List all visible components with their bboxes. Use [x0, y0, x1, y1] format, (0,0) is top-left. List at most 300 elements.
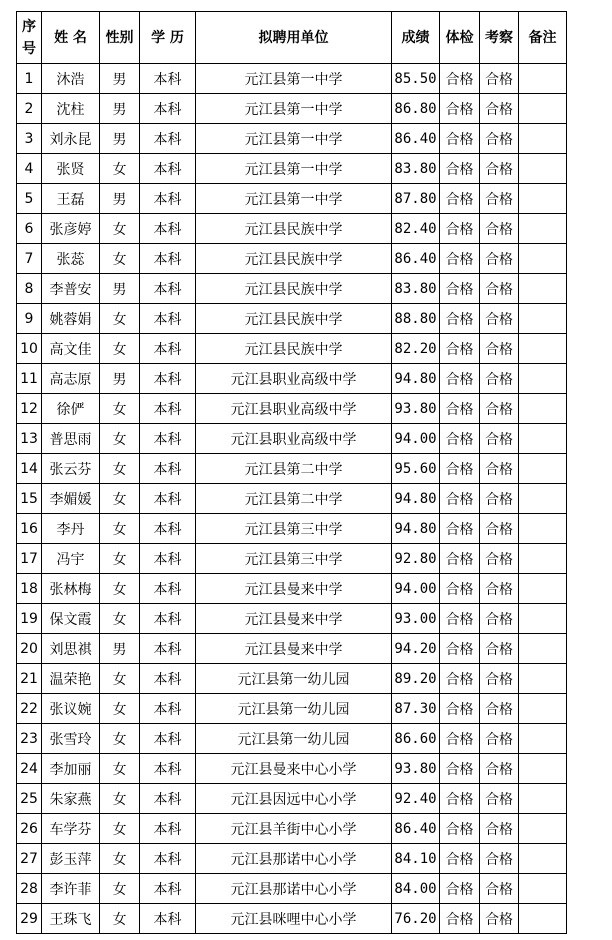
table-row: [17, 904, 567, 934]
cell-unit: 元江县第三中学: [196, 544, 392, 574]
table-row: [17, 244, 567, 274]
cell-inspection: 合格: [480, 874, 519, 904]
cell-gender: 男: [100, 184, 140, 214]
cell-education: 本科: [140, 184, 196, 214]
cell-index: 6: [17, 214, 42, 244]
cell-unit: 元江县民族中学: [196, 304, 392, 334]
cell-remark: [519, 214, 567, 244]
cell-name: 张彦婷: [42, 214, 100, 244]
header-index: 序号: [17, 12, 42, 64]
cell-score: 83.80: [392, 154, 440, 184]
cell-education: 本科: [140, 364, 196, 394]
cell-education: 本科: [140, 334, 196, 364]
cell-index: 13: [17, 424, 42, 454]
cell-remark: [519, 724, 567, 754]
cell-inspection: 合格: [480, 844, 519, 874]
cell-unit: 元江县民族中学: [196, 274, 392, 304]
cell-gender: 女: [100, 754, 140, 784]
cell-physical-exam: 合格: [440, 574, 480, 604]
table-row: [17, 694, 567, 724]
cell-score: 95.60: [392, 454, 440, 484]
cell-remark: [519, 304, 567, 334]
cell-name: 张雪玲: [42, 724, 100, 754]
cell-inspection: 合格: [480, 694, 519, 724]
cell-index: 24: [17, 754, 42, 784]
cell-score: 86.40: [392, 814, 440, 844]
cell-physical-exam: 合格: [440, 364, 480, 394]
cell-unit: 元江县第一中学: [196, 64, 392, 94]
header-name: 姓 名: [42, 12, 100, 64]
cell-score: 88.80: [392, 304, 440, 334]
cell-education: 本科: [140, 124, 196, 154]
cell-name: 李媚媛: [42, 484, 100, 514]
cell-education: 本科: [140, 544, 196, 574]
cell-score: 93.00: [392, 604, 440, 634]
cell-score: 93.80: [392, 394, 440, 424]
cell-index: 28: [17, 874, 42, 904]
cell-remark: [519, 94, 567, 124]
cell-unit: 元江县第一中学: [196, 154, 392, 184]
cell-score: 82.40: [392, 214, 440, 244]
cell-index: 25: [17, 784, 42, 814]
cell-inspection: 合格: [480, 634, 519, 664]
cell-score: 93.80: [392, 754, 440, 784]
cell-unit: 元江县职业高级中学: [196, 424, 392, 454]
cell-score: 94.80: [392, 364, 440, 394]
cell-index: 3: [17, 124, 42, 154]
cell-inspection: 合格: [480, 364, 519, 394]
table-row: [17, 484, 567, 514]
cell-score: 94.80: [392, 514, 440, 544]
cell-inspection: 合格: [480, 334, 519, 364]
cell-index: 1: [17, 64, 42, 94]
cell-inspection: 合格: [480, 424, 519, 454]
cell-physical-exam: 合格: [440, 94, 480, 124]
cell-physical-exam: 合格: [440, 394, 480, 424]
cell-inspection: 合格: [480, 394, 519, 424]
cell-physical-exam: 合格: [440, 544, 480, 574]
table-row: [17, 814, 567, 844]
table-row: [17, 454, 567, 484]
cell-unit: 元江县民族中学: [196, 334, 392, 364]
cell-education: 本科: [140, 454, 196, 484]
cell-gender: 男: [100, 64, 140, 94]
cell-remark: [519, 394, 567, 424]
cell-remark: [519, 514, 567, 544]
cell-education: 本科: [140, 394, 196, 424]
cell-unit: 元江县曼来中心小学: [196, 754, 392, 784]
cell-name: 朱家燕: [42, 784, 100, 814]
cell-education: 本科: [140, 64, 196, 94]
cell-index: 16: [17, 514, 42, 544]
cell-remark: [519, 334, 567, 364]
cell-physical-exam: 合格: [440, 244, 480, 274]
table-row: [17, 94, 567, 124]
table-row: [17, 604, 567, 634]
cell-name: 普思雨: [42, 424, 100, 454]
cell-score: 92.80: [392, 544, 440, 574]
cell-education: 本科: [140, 214, 196, 244]
cell-physical-exam: 合格: [440, 334, 480, 364]
cell-physical-exam: 合格: [440, 484, 480, 514]
cell-name: 李加丽: [42, 754, 100, 784]
cell-score: 76.20: [392, 904, 440, 934]
cell-education: 本科: [140, 874, 196, 904]
header-gender: 性别: [100, 12, 140, 64]
cell-inspection: 合格: [480, 814, 519, 844]
cell-education: 本科: [140, 604, 196, 634]
cell-index: 5: [17, 184, 42, 214]
cell-index: 20: [17, 634, 42, 664]
cell-remark: [519, 634, 567, 664]
cell-inspection: 合格: [480, 274, 519, 304]
table-row: [17, 574, 567, 604]
cell-gender: 女: [100, 814, 140, 844]
cell-unit: 元江县曼来中学: [196, 604, 392, 634]
cell-name: 张蕊: [42, 244, 100, 274]
cell-remark: [519, 424, 567, 454]
cell-physical-exam: 合格: [440, 304, 480, 334]
cell-unit: 元江县第一幼儿园: [196, 664, 392, 694]
cell-name: 张贤: [42, 154, 100, 184]
cell-index: 23: [17, 724, 42, 754]
cell-physical-exam: 合格: [440, 814, 480, 844]
cell-name: 刘永昆: [42, 124, 100, 154]
cell-physical-exam: 合格: [440, 694, 480, 724]
table-row: [17, 274, 567, 304]
cell-index: 15: [17, 484, 42, 514]
cell-name: 姚蓉娟: [42, 304, 100, 334]
cell-gender: 女: [100, 574, 140, 604]
cell-index: 27: [17, 844, 42, 874]
cell-inspection: 合格: [480, 724, 519, 754]
cell-remark: [519, 574, 567, 604]
cell-education: 本科: [140, 634, 196, 664]
cell-index: 22: [17, 694, 42, 724]
cell-remark: [519, 454, 567, 484]
cell-gender: 男: [100, 94, 140, 124]
cell-education: 本科: [140, 784, 196, 814]
cell-physical-exam: 合格: [440, 724, 480, 754]
cell-name: 李许菲: [42, 874, 100, 904]
cell-index: 21: [17, 664, 42, 694]
cell-index: 18: [17, 574, 42, 604]
cell-index: 2: [17, 94, 42, 124]
cell-gender: 女: [100, 664, 140, 694]
cell-unit: 元江县民族中学: [196, 244, 392, 274]
header-unit: 拟聘用单位: [196, 12, 392, 64]
cell-gender: 女: [100, 514, 140, 544]
cell-unit: 元江县第一幼儿园: [196, 694, 392, 724]
header-physical-exam: 体检: [440, 12, 480, 64]
cell-index: 29: [17, 904, 42, 934]
cell-gender: 女: [100, 394, 140, 424]
table-row: [17, 214, 567, 244]
cell-education: 本科: [140, 484, 196, 514]
cell-remark: [519, 64, 567, 94]
cell-education: 本科: [140, 814, 196, 844]
cell-remark: [519, 244, 567, 274]
cell-unit: 元江县第三中学: [196, 514, 392, 544]
cell-gender: 女: [100, 154, 140, 184]
table-row: [17, 64, 567, 94]
cell-physical-exam: 合格: [440, 604, 480, 634]
cell-physical-exam: 合格: [440, 214, 480, 244]
cell-score: 87.80: [392, 184, 440, 214]
cell-name: 沐浩: [42, 64, 100, 94]
cell-name: 李普安: [42, 274, 100, 304]
cell-unit: 元江县第一中学: [196, 184, 392, 214]
cell-education: 本科: [140, 514, 196, 544]
cell-education: 本科: [140, 574, 196, 604]
cell-name: 张议婉: [42, 694, 100, 724]
cell-name: 刘思祺: [42, 634, 100, 664]
cell-index: 17: [17, 544, 42, 574]
cell-gender: 女: [100, 784, 140, 814]
cell-inspection: 合格: [480, 574, 519, 604]
table-row: [17, 724, 567, 754]
cell-score: 86.80: [392, 94, 440, 124]
cell-physical-exam: 合格: [440, 784, 480, 814]
cell-gender: 女: [100, 874, 140, 904]
table-row: [17, 154, 567, 184]
cell-inspection: 合格: [480, 544, 519, 574]
cell-inspection: 合格: [480, 784, 519, 814]
cell-index: 19: [17, 604, 42, 634]
table-row: [17, 874, 567, 904]
cell-name: 保文霞: [42, 604, 100, 634]
cell-inspection: 合格: [480, 184, 519, 214]
cell-physical-exam: 合格: [440, 514, 480, 544]
table-row: [17, 664, 567, 694]
cell-physical-exam: 合格: [440, 424, 480, 454]
cell-gender: 女: [100, 484, 140, 514]
table-row: [17, 634, 567, 664]
cell-education: 本科: [140, 844, 196, 874]
cell-inspection: 合格: [480, 154, 519, 184]
cell-score: 92.40: [392, 784, 440, 814]
cell-education: 本科: [140, 304, 196, 334]
cell-gender: 女: [100, 304, 140, 334]
cell-remark: [519, 904, 567, 934]
cell-inspection: 合格: [480, 604, 519, 634]
cell-gender: 女: [100, 694, 140, 724]
table-row: [17, 514, 567, 544]
cell-remark: [519, 364, 567, 394]
cell-unit: 元江县职业高级中学: [196, 394, 392, 424]
cell-index: 12: [17, 394, 42, 424]
cell-name: 徐俨: [42, 394, 100, 424]
cell-education: 本科: [140, 724, 196, 754]
cell-physical-exam: 合格: [440, 754, 480, 784]
cell-education: 本科: [140, 244, 196, 274]
cell-remark: [519, 484, 567, 514]
cell-name: 李丹: [42, 514, 100, 544]
cell-physical-exam: 合格: [440, 874, 480, 904]
cell-gender: 女: [100, 424, 140, 454]
table-row: [17, 334, 567, 364]
cell-remark: [519, 874, 567, 904]
cell-remark: [519, 544, 567, 574]
table-row: [17, 784, 567, 814]
cell-inspection: 合格: [480, 454, 519, 484]
cell-remark: [519, 784, 567, 814]
cell-remark: [519, 154, 567, 184]
cell-gender: 女: [100, 724, 140, 754]
cell-gender: 男: [100, 634, 140, 664]
cell-score: 94.00: [392, 574, 440, 604]
cell-remark: [519, 754, 567, 784]
cell-education: 本科: [140, 664, 196, 694]
cell-inspection: 合格: [480, 64, 519, 94]
cell-name: 张林梅: [42, 574, 100, 604]
header-inspection: 考察: [480, 12, 519, 64]
cell-unit: 元江县第一幼儿园: [196, 724, 392, 754]
cell-unit: 元江县第一中学: [196, 124, 392, 154]
cell-education: 本科: [140, 754, 196, 784]
cell-inspection: 合格: [480, 124, 519, 154]
cell-score: 85.50: [392, 64, 440, 94]
cell-physical-exam: 合格: [440, 454, 480, 484]
table-row: [17, 304, 567, 334]
cell-remark: [519, 274, 567, 304]
cell-gender: 女: [100, 844, 140, 874]
cell-inspection: 合格: [480, 94, 519, 124]
cell-inspection: 合格: [480, 484, 519, 514]
header-education: 学 历: [140, 12, 196, 64]
cell-gender: 男: [100, 124, 140, 154]
cell-score: 94.80: [392, 484, 440, 514]
cell-gender: 女: [100, 334, 140, 364]
cell-physical-exam: 合格: [440, 64, 480, 94]
cell-score: 86.40: [392, 244, 440, 274]
cell-education: 本科: [140, 274, 196, 304]
cell-gender: 女: [100, 604, 140, 634]
cell-unit: 元江县咪哩中心小学: [196, 904, 392, 934]
cell-physical-exam: 合格: [440, 844, 480, 874]
table-row: [17, 544, 567, 574]
cell-index: 7: [17, 244, 42, 274]
cell-inspection: 合格: [480, 214, 519, 244]
cell-remark: [519, 694, 567, 724]
cell-inspection: 合格: [480, 244, 519, 274]
cell-gender: 女: [100, 244, 140, 274]
cell-inspection: 合格: [480, 754, 519, 784]
cell-inspection: 合格: [480, 664, 519, 694]
table-row: [17, 424, 567, 454]
cell-gender: 男: [100, 364, 140, 394]
table-row: [17, 394, 567, 424]
cell-name: 高文佳: [42, 334, 100, 364]
cell-remark: [519, 664, 567, 694]
cell-inspection: 合格: [480, 904, 519, 934]
cell-education: 本科: [140, 94, 196, 124]
cell-name: 温荣艳: [42, 664, 100, 694]
cell-name: 高志原: [42, 364, 100, 394]
cell-education: 本科: [140, 904, 196, 934]
cell-physical-exam: 合格: [440, 154, 480, 184]
cell-name: 王珠飞: [42, 904, 100, 934]
cell-remark: [519, 124, 567, 154]
cell-index: 14: [17, 454, 42, 484]
cell-name: 张云芬: [42, 454, 100, 484]
cell-index: 4: [17, 154, 42, 184]
cell-unit: 元江县第二中学: [196, 454, 392, 484]
cell-remark: [519, 184, 567, 214]
cell-score: 84.00: [392, 874, 440, 904]
cell-remark: [519, 604, 567, 634]
table-row: [17, 754, 567, 784]
cell-gender: 女: [100, 454, 140, 484]
recruitment-table: [16, 11, 567, 934]
cell-gender: 女: [100, 544, 140, 574]
cell-unit: 元江县那诺中心小学: [196, 874, 392, 904]
table-row: [17, 184, 567, 214]
cell-name: 车学芬: [42, 814, 100, 844]
cell-physical-exam: 合格: [440, 664, 480, 694]
cell-unit: 元江县因远中心小学: [196, 784, 392, 814]
cell-index: 26: [17, 814, 42, 844]
cell-name: 王磊: [42, 184, 100, 214]
cell-score: 86.40: [392, 124, 440, 154]
cell-physical-exam: 合格: [440, 634, 480, 664]
header-score: 成绩: [392, 12, 440, 64]
cell-index: 8: [17, 274, 42, 304]
cell-education: 本科: [140, 154, 196, 184]
cell-unit: 元江县曼来中学: [196, 634, 392, 664]
cell-unit: 元江县第二中学: [196, 484, 392, 514]
cell-unit: 元江县民族中学: [196, 214, 392, 244]
cell-index: 10: [17, 334, 42, 364]
cell-index: 11: [17, 364, 42, 394]
cell-physical-exam: 合格: [440, 904, 480, 934]
table-row: [17, 364, 567, 394]
cell-unit: 元江县曼来中学: [196, 574, 392, 604]
table-row: [17, 844, 567, 874]
cell-score: 84.10: [392, 844, 440, 874]
cell-score: 83.80: [392, 274, 440, 304]
cell-name: 彭玉萍: [42, 844, 100, 874]
cell-unit: 元江县职业高级中学: [196, 364, 392, 394]
cell-score: 86.60: [392, 724, 440, 754]
cell-physical-exam: 合格: [440, 184, 480, 214]
cell-inspection: 合格: [480, 304, 519, 334]
cell-gender: 女: [100, 214, 140, 244]
cell-score: 89.20: [392, 664, 440, 694]
cell-index: 9: [17, 304, 42, 334]
cell-physical-exam: 合格: [440, 124, 480, 154]
cell-score: 87.30: [392, 694, 440, 724]
cell-education: 本科: [140, 694, 196, 724]
table-row: [17, 124, 567, 154]
cell-score: 82.20: [392, 334, 440, 364]
cell-inspection: 合格: [480, 514, 519, 544]
cell-name: 冯宇: [42, 544, 100, 574]
table-header-row: [17, 12, 567, 64]
cell-unit: 元江县那诺中心小学: [196, 844, 392, 874]
cell-remark: [519, 814, 567, 844]
cell-score: 94.20: [392, 634, 440, 664]
cell-gender: 女: [100, 904, 140, 934]
cell-unit: 元江县羊街中心小学: [196, 814, 392, 844]
cell-name: 沈柱: [42, 94, 100, 124]
cell-remark: [519, 844, 567, 874]
cell-education: 本科: [140, 424, 196, 454]
cell-physical-exam: 合格: [440, 274, 480, 304]
cell-score: 94.00: [392, 424, 440, 454]
header-remark: 备注: [519, 12, 567, 64]
cell-unit: 元江县第一中学: [196, 94, 392, 124]
